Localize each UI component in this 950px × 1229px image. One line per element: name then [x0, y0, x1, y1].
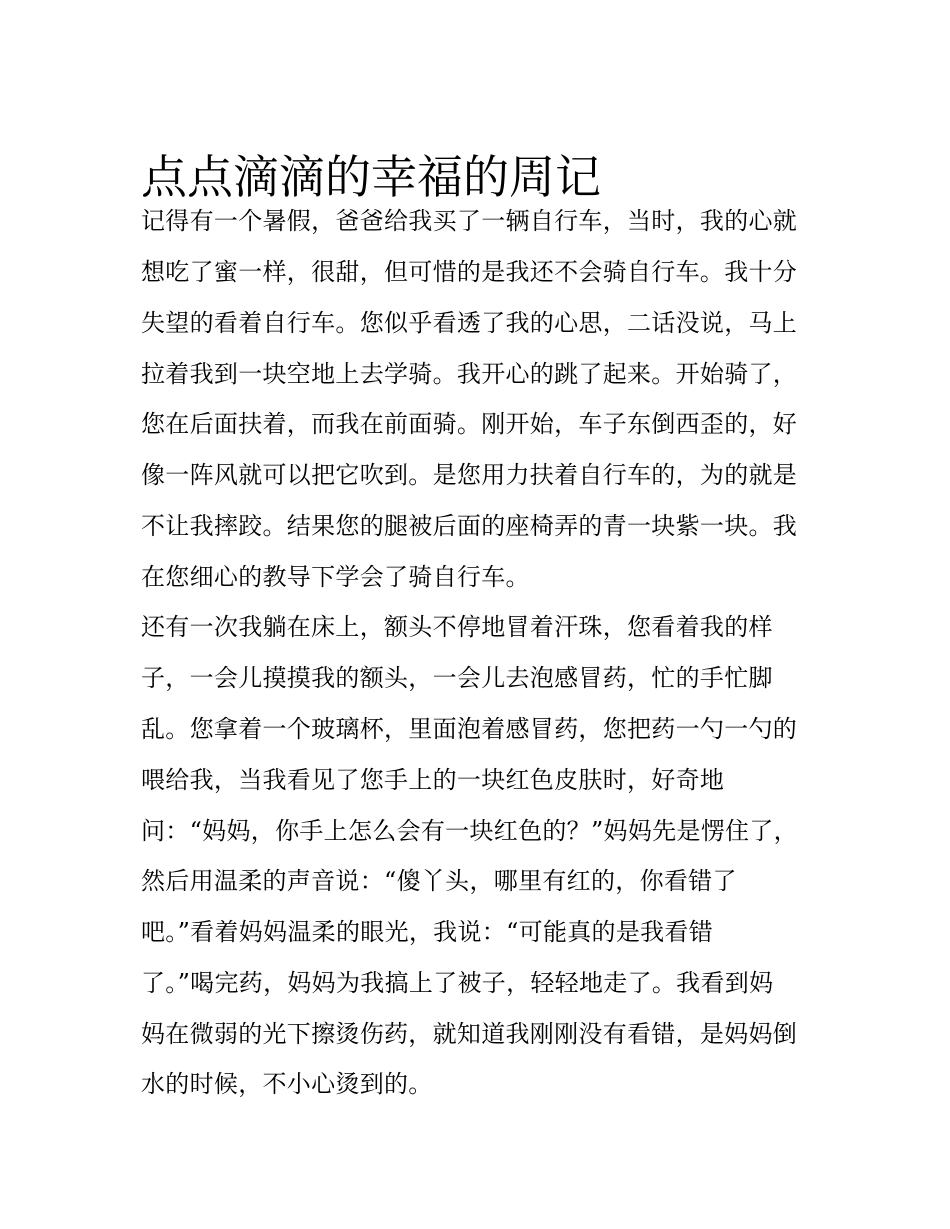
body-line: 然后用温柔的声音说：“傻丫头，哪里有红的，你看错了	[141, 867, 737, 895]
body-line: 妈在微弱的光下擦烫伤药，就知道我刚刚没有看错，是妈妈倒	[141, 1020, 798, 1048]
document-title: 点点滴滴的幸福的周记	[141, 149, 601, 204]
body-line: 问：“妈妈，你手上怎么会有一块红色的？”妈妈先是愣住了，	[141, 817, 798, 845]
body-line: 乱。您拿着一个玻璃杯，里面泡着感冒药，您把药一勺一勺的	[141, 715, 798, 743]
body-line: 吧。”看着妈妈温柔的眼光，我说：“可能真的是我看错	[141, 918, 714, 946]
body-line: 水的时候，不小心烫到的。	[141, 1070, 433, 1098]
body-line: 喂给我，当我看见了您手上的一块红色皮肤时，好奇地	[141, 766, 725, 794]
body-line: 失望的看着自行车。您似乎看透了我的心思，二话没说，马上	[141, 309, 798, 337]
body-line: 想吃了蜜一样，很甜，但可惜的是我还不会骑自行车。我十分	[141, 258, 798, 286]
body-line: 您在后面扶着，而我在前面骑。刚开始，车子东倒西歪的，好	[141, 410, 798, 438]
body-line: 了。”喝完药，妈妈为我搞上了被子，轻轻地走了。我看到妈	[141, 969, 774, 997]
body-line: 还有一次我躺在床上，额头不停地冒着汗珠，您看着我的样	[141, 613, 773, 641]
body-line: 像一阵风就可以把它吹到。是您用力扶着自行车的，为的就是	[141, 461, 798, 489]
body-line: 子，一会儿摸摸我的额头，一会儿去泡感冒药，忙的手忙脚	[141, 664, 773, 692]
body-line: 不让我摔跤。结果您的腿被后面的座椅弄的青一块紫一块。我	[141, 512, 798, 540]
body-line: 拉着我到一块空地上去学骑。我开心的跳了起来。开始骑了，	[141, 360, 798, 388]
body-line: 在您细心的教导下学会了骑自行车。	[141, 563, 530, 591]
body-line: 记得有一个暑假，爸爸给我买了一辆自行车，当时，我的心就	[141, 207, 798, 235]
